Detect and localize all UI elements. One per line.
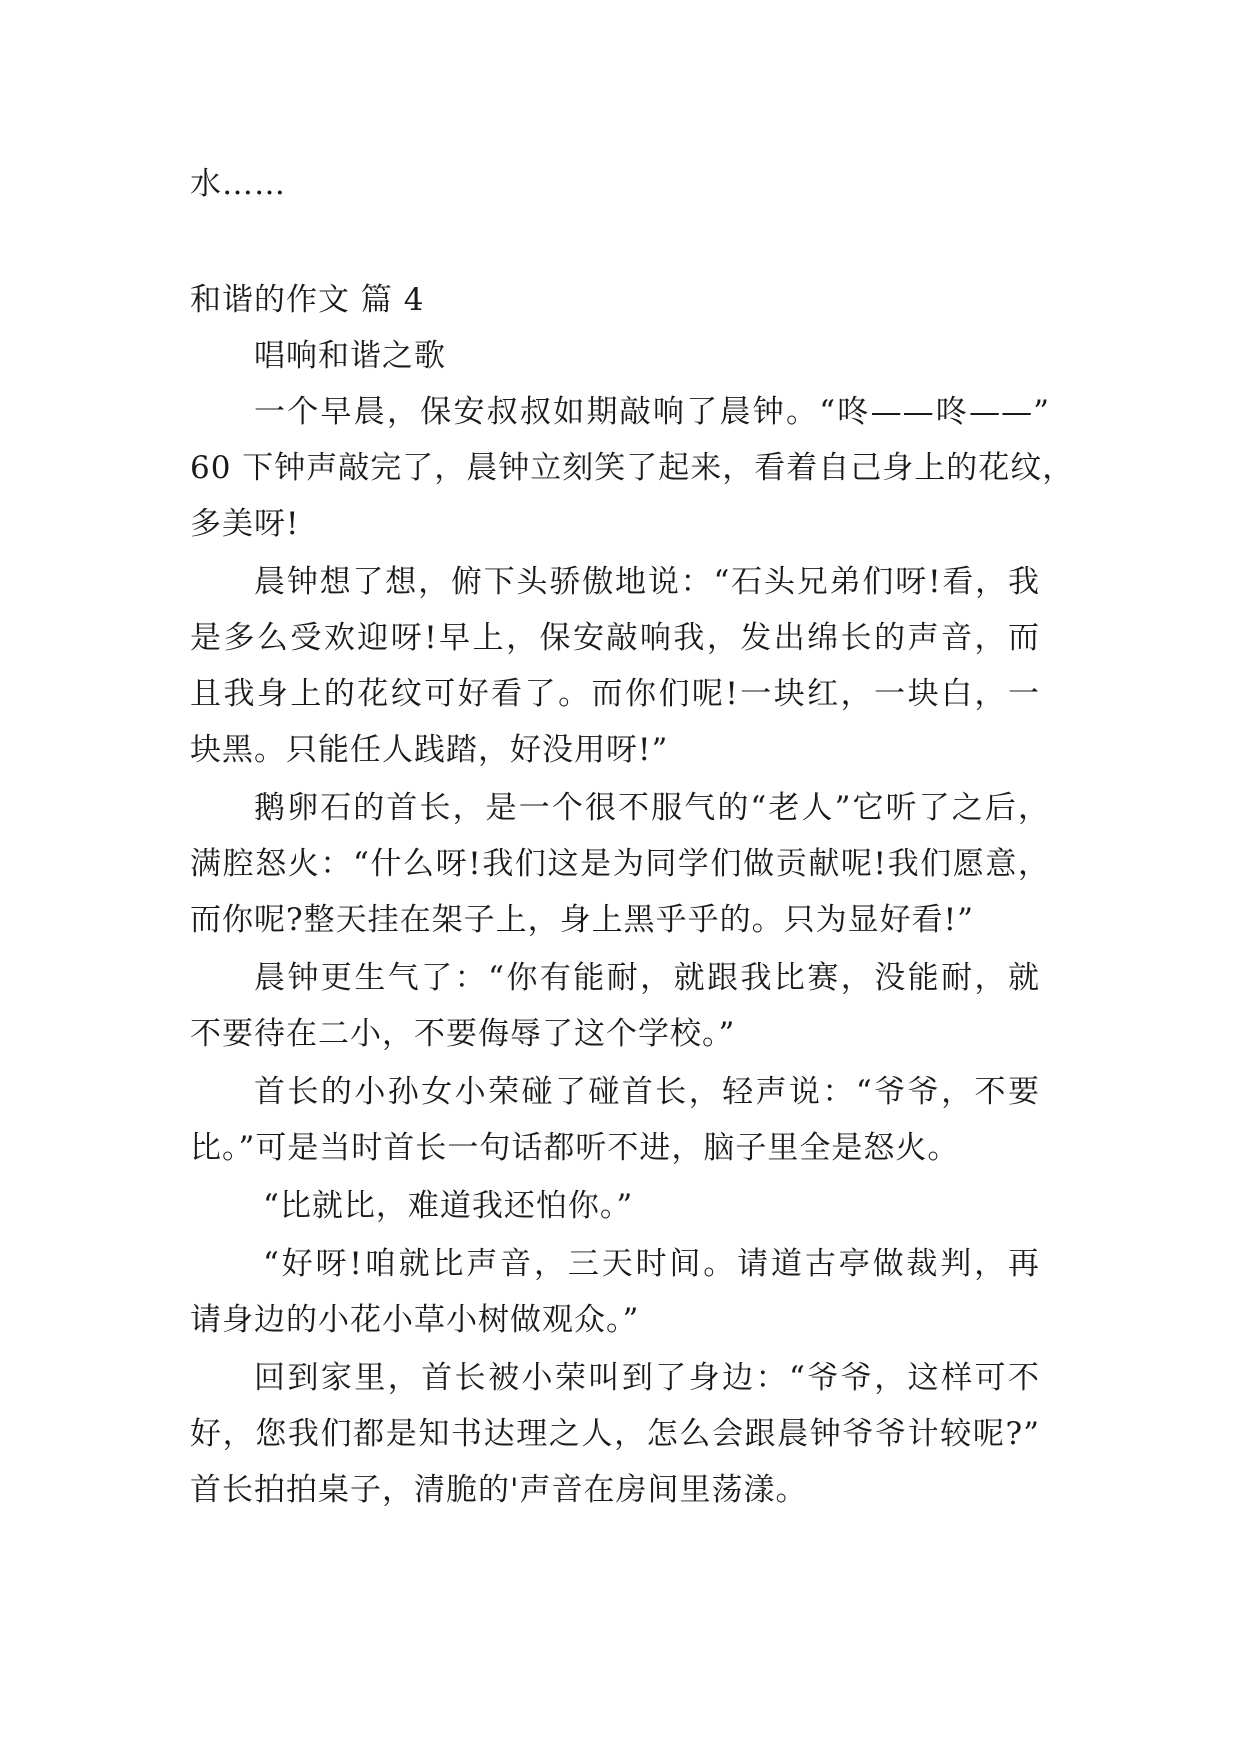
paragraph-line: 一个早晨，保安叔叔如期敲响了晨钟。“咚——咚——” <box>254 394 1050 430</box>
paragraph-line: 而你呢?整天挂在架子上，身上黑乎乎的。只为显好看!” <box>190 902 974 938</box>
text-line-continuation: 水…… <box>190 166 286 202</box>
section-heading: 和谐的作文 篇 4 <box>190 282 425 318</box>
paragraph-line: 好，您我们都是知书达理之人，怎么会跟晨钟爷爷计较呢?” <box>190 1416 1040 1452</box>
paragraph-line: 晨钟想了想，俯下头骄傲地说：“石头兄弟们呀!看，我 <box>254 564 1040 600</box>
dialogue-line: “好呀!咱就比声音，三天时间。请道古亭做裁判，再 <box>263 1246 1040 1282</box>
paragraph-line: 60 下钟声敲完了，晨钟立刻笑了起来，看着自己身上的花纹， <box>190 450 1075 486</box>
paragraph-line: 是多么受欢迎呀!早上，保安敲响我，发出绵长的声音，而 <box>190 620 1040 656</box>
paragraph-line: 请身边的小花小草小树做观众。” <box>190 1302 640 1338</box>
paragraph-line: 且我身上的花纹可好看了。而你们呢!一块红，一块白，一 <box>190 676 1040 712</box>
paragraph-line: 不要待在二小，不要侮辱了这个学校。” <box>190 1016 736 1052</box>
dialogue-line: “比就比，难道我还怕你。” <box>263 1188 634 1224</box>
paragraph-line: 首长的小孙女小荣碰了碰首长，轻声说：“爷爷，不要 <box>254 1074 1040 1110</box>
paragraph-line: 多美呀! <box>190 506 300 542</box>
paragraph-line: 比。”可是当时首长一句话都听不进，脑子里全是怒火。 <box>190 1130 960 1166</box>
essay-title: 唱响和谐之歌 <box>254 338 446 374</box>
paragraph-line: 晨钟更生气了：“你有能耐，就跟我比赛，没能耐，就 <box>254 960 1040 996</box>
paragraph-line: 块黑。只能任人践踏，好没用呀!” <box>190 732 669 768</box>
paragraph-line: 回到家里，首长被小荣叫到了身边：“爷爷，这样可不 <box>254 1360 1040 1396</box>
paragraph-line: 满腔怒火：“什么呀!我们这是为同学们做贡献呢!我们愿意， <box>190 846 1050 882</box>
paragraph-line: 鹅卵石的首长，是一个很不服气的“老人”它听了之后， <box>254 790 1050 826</box>
paragraph-line: 首长拍拍桌子，清脆的'声音在房间里荡漾。 <box>190 1472 808 1508</box>
